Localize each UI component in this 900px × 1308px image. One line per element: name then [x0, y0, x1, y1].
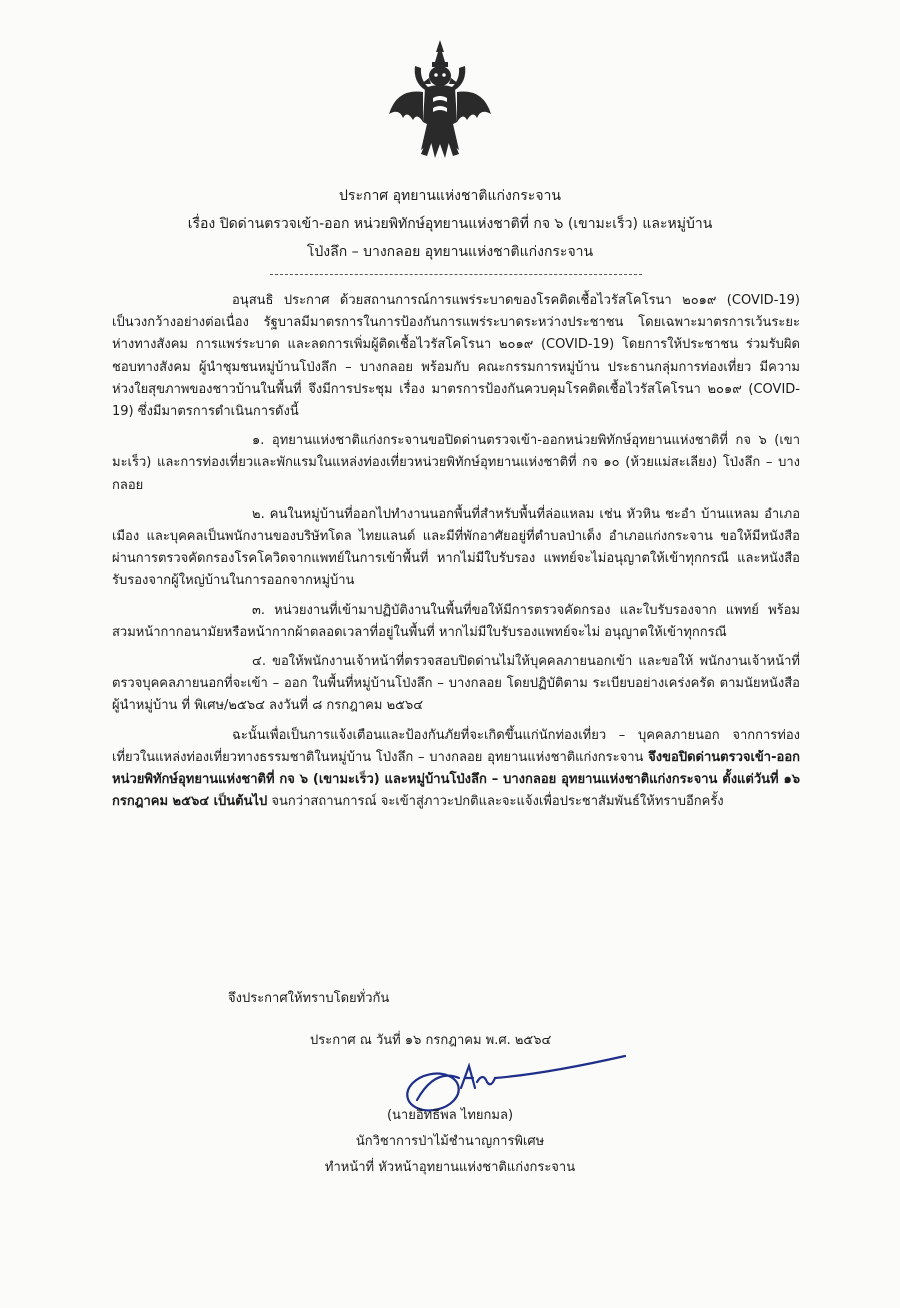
heading-line-2: เรื่อง ปิดด่านตรวจเข้า-ออก หน่วยพิทักษ์อุทยานแห่งชาติที่ กจ ๖ (เขามะเร็ว) และหมู่บ้าน — [187, 216, 713, 232]
heading-divider — [270, 274, 642, 275]
conclusion-paragraph — [112, 725, 800, 814]
garuda-emblem-icon — [385, 38, 495, 166]
announcement-heading — [0, 182, 900, 266]
signer-name: (นายอิทธิพล ไทยกมล) — [386, 1108, 514, 1123]
signer-position: นักวิชาการป่าไม้ชำนาญการพิเศษ — [355, 1134, 545, 1149]
intro-paragraph: อนุสนธิ ประกาศ ด้วยสถานการณ์การแพร่ระบาดของโรคติดเชื้อไวรัสโคโรนา ๒๐๑๙ (COVID-19) เป็นวงกว้างอย่างต่อเนื่อง รัฐบาลมีมาตรการในการป้องกันการแพร่ระบาดระหว่างประชาชน โดยเฉพาะมาตรการเว้นระยะห่างทางสังคม การแพร่ระบาด และลดการเพิ่มผู้ติดเชื้อไวรัสโคโรนา ๒๐๑๙ (COVID-19) โดยการให้ประชาชน ร่วมรับผิดชอบทางสังคม ผู้นำชุมชนหมู่บ้านโป่งลึก – บางกลอย พร้อมกับ คณะกรรมการหมู่บ้าน ประธานกลุ่มการท่องเที่ยว มีความห่วงใยสุขภาพของชาวบ้านในพื้นที่ จึงมีการประชุม เรื่อง มาตรการป้องกันควบคุมโรคติดเชื้อไวรัสโคโรนา ๒๐๑๙ (COVID-19) ซึ่งมีมาตรการดำเนินการดังนี้ — [112, 293, 800, 420]
measure-item-4: ๔. ขอให้พนักงานเจ้าหน้าที่ตรวจสอบปิดด่านไม่ให้บุคคลภายนอกเข้า และขอให้ พนักงานเจ้าหน้าที่ตรวจบุคคลภายนอกที่จะเข้า – ออก ในพื้นที่หมู่บ้านโป่งลึก – บางกลอย โดยปฏิบัติตาม ระเบียบอย่างเคร่งครัด ตามนัยหนังสือผู้นำหมู่บ้าน ที่ พิเศษ/๒๕๖๔ ลงวันที่ ๘ กรกฎาคม ๒๕๖๔ — [112, 654, 800, 714]
conclusion-bold: จึงขอปิดด่านตรวจเข้า-ออก หน่วยพิทักษ์อุทยานแห่งชาติที่ กจ ๖ (เขามะเร็ว) และหมู่บ้านโป่งลึก – บางกลอย อุทยานแห่งชาติแก่งกระจาน ตั้งแต่วันที่ ๑๖ กรกฎาคม ๒๕๖๔ เป็นต้นไป — [112, 749, 800, 810]
heading-line-1: ประกาศ อุทยานแห่งชาติแก่งกระจาน — [339, 188, 561, 204]
announcement-date: ประกาศ ณ วันที่ ๑๖ กรกฎาคม พ.ศ. ๒๕๖๔ — [310, 1033, 552, 1048]
measure-item-3: ๓. หน่วยงานที่เข้ามาปฏิบัติงานในพื้นที่ขอให้มีการตรวจคัดกรอง และใบรับรองจาก แพทย์ พร้อมสวมหน้ากากอนามัยหรือหน้ากากผ้าตลอดเวลาที่อยู่ในพื้นที่ หากไม่มีใบรับรองแพทย์จะไม่ อนุญาตให้เข้าทุกกรณี — [112, 602, 800, 640]
conclusion-end: จนกว่าสถานการณ์ จะเข้าสู่ภาวะปกติและจะแจ้งเพื่อประชาสัมพันธ์ให้ทราบอีกครั้ง — [267, 794, 724, 810]
conclusion-start: ฉะนั้นเพื่อเป็นการแจ้งเตือนและป้องกันภัยที่จะเกิดขึ้นแก่นักท่องเที่ยว – บุคคลภายนอก จากการท่องเที่ยวในแหล่งท่องเที่ยวทางธรรมชาติในหมู่บ้าน โป่งลึก – บางกลอย อุทยานแห่งชาติแก่งกระจาน — [112, 727, 800, 765]
closing-line: จึงประกาศให้ทราบโดยทั่วกัน — [228, 991, 390, 1006]
heading-line-3: โป่งลึก – บางกลอย อุทยานแห่งชาติแก่งกระจาน — [306, 244, 594, 260]
signer-role: ทำหน้าที่ หัวหน้าอุทยานแห่งชาติแก่งกระจาน — [324, 1160, 576, 1175]
measure-item-1: ๑. อุทยานแห่งชาติแก่งกระจานขอปิดด่านตรวจเข้า-ออกหน่วยพิทักษ์อุทยานแห่งชาติที่ กจ ๖ (เขามะเร็ว) และการท่องเที่ยวและพักแรมในแหล่งท่องเที่ยวหน่วยพิทักษ์อุทยานแห่งชาติที่ กจ ๑๐ (ห้วยแม่สะเลียง) โป่งลึก – บางกลอย — [112, 433, 800, 493]
announcement-body — [112, 290, 800, 820]
measure-item-2: ๒. คนในหมู่บ้านที่ออกไปทำงานนอกพื้นที่สำหรับพื้นที่ล่อแหลม เช่น หัวหิน ชะอำ บ้านแหลม อำเภอเมือง และบุคคลเป็นพนักงานของบริษัทโดล ไทยแลนด์ และมีที่พักอาศัยอยู่ที่ตำบลป่าเด็ง อำเภอแก่งกระจาน ขอให้มีหนังสือผ่านการตรวจคัดกรองโรคโควิดจากแพทย์ในการเข้าพื้นที่ หากไม่มีใบรับรอง แพทย์จะไม่อนุญาตให้เข้าทุกกรณี และหนังสือรับรองจากผู้ใหญ่บ้านในการออกจากหมู่บ้าน — [112, 506, 800, 589]
